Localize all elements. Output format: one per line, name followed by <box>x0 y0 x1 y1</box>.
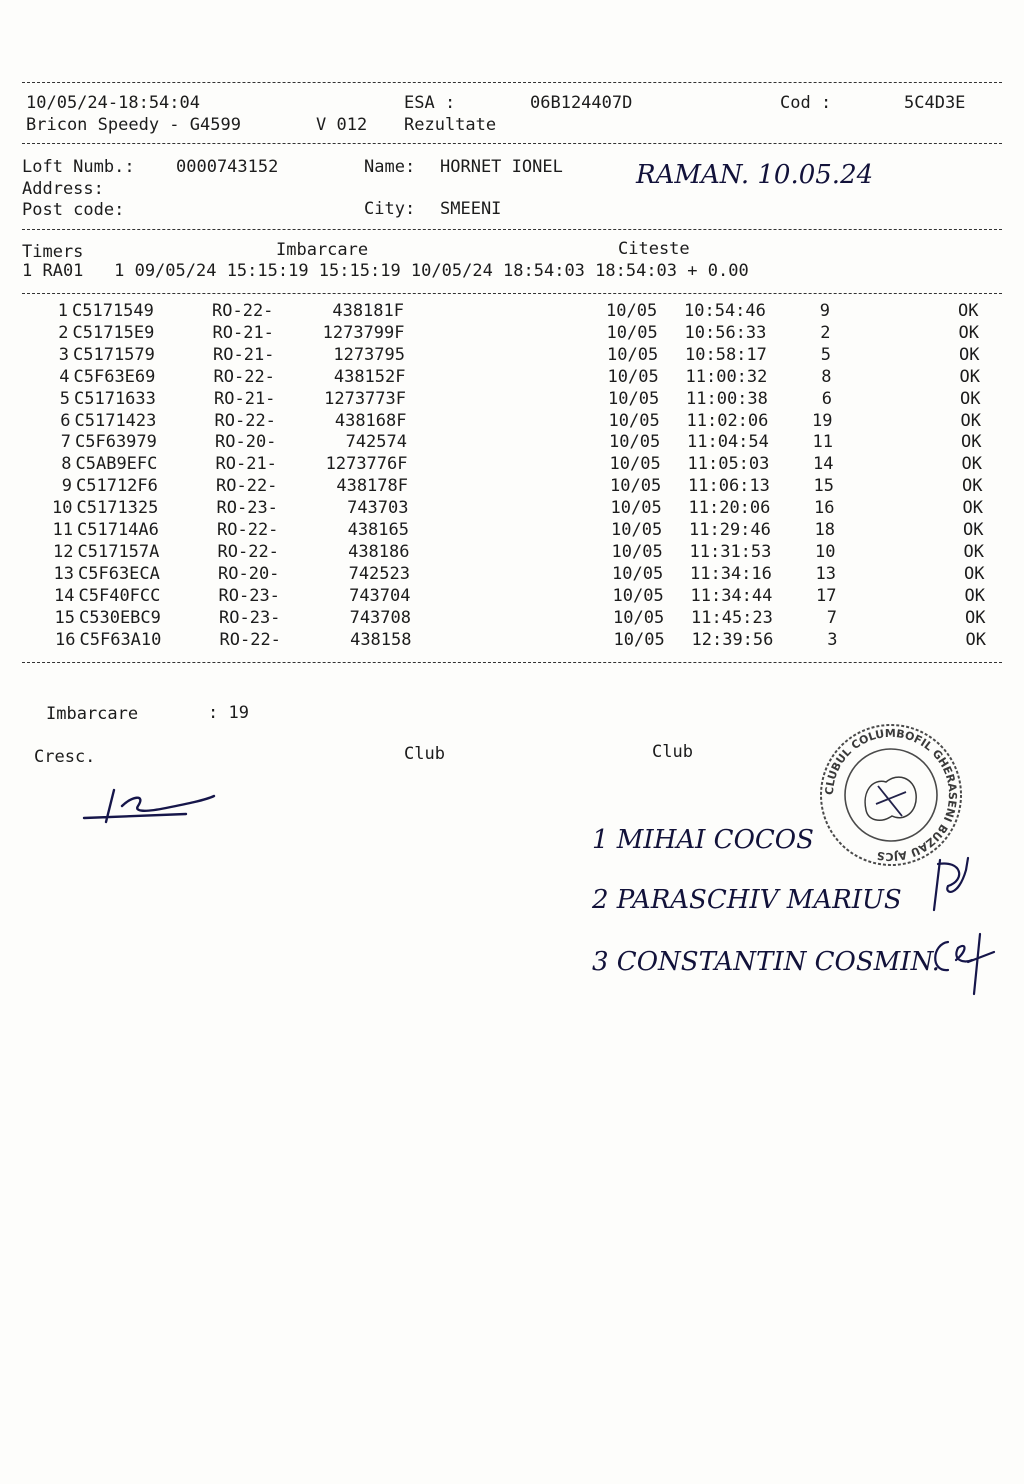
table-row <box>0 453 1024 475</box>
device-version: V 012 <box>316 115 368 135</box>
club-stamp-icon <box>818 722 964 868</box>
ring-prefix: RO-22- <box>214 410 276 431</box>
handwritten-note: RAMAN. 10.05.24 <box>636 160 874 190</box>
timers-imbarcare-label: Imbarcare <box>276 240 369 260</box>
chip-id: C5AB9EFC <box>75 454 158 475</box>
ring-number: 438186 <box>348 541 410 562</box>
ring-number: 438181F <box>332 301 404 321</box>
chip-id: C5171633 <box>74 388 156 409</box>
table-row <box>0 585 1024 607</box>
ring-prefix: RO-21- <box>212 322 274 343</box>
status-ok: OK <box>963 520 984 540</box>
table-row <box>0 300 1024 322</box>
arrival-date: 10/05 <box>609 432 661 453</box>
arrival-date: 10/05 <box>610 498 662 519</box>
cod-value: 5C4D3E <box>904 93 966 113</box>
separator <box>22 229 1002 230</box>
arrival-date: 10/05 <box>609 454 661 475</box>
arrival-time: 11:34:16 <box>690 563 772 584</box>
arrival-time: 11:45:23 <box>691 607 773 628</box>
table-row <box>0 607 1024 629</box>
arrival-date: 10/05 <box>606 301 658 321</box>
position: 14 <box>813 454 834 475</box>
status-ok: OK <box>961 454 982 475</box>
commission-member: 1 MIHAI COCOS <box>592 825 814 855</box>
chip-id: C5F63ECA <box>78 563 160 584</box>
arrival-time: 11:05:03 <box>687 454 770 475</box>
row-number: 8 <box>61 454 72 475</box>
arrival-date: 10/05 <box>606 322 658 343</box>
chip-id: C51715E9 <box>72 322 155 343</box>
status-ok: OK <box>964 585 985 606</box>
status-ok: OK <box>958 301 979 321</box>
row-number: 2 <box>58 322 69 343</box>
ring-number: 1273795 <box>333 344 405 365</box>
ring-prefix: RO-20- <box>218 563 280 584</box>
ring-number: 438168F <box>334 410 407 431</box>
arrival-time: 11:06:13 <box>688 476 770 497</box>
position: 9 <box>819 301 830 321</box>
position: 18 <box>814 520 835 540</box>
position: 19 <box>812 410 833 431</box>
ring-number: 438152F <box>333 366 406 387</box>
table-row <box>0 410 1024 432</box>
city-value: SMEENI <box>440 199 502 219</box>
ring-number: 743704 <box>349 585 411 606</box>
separator <box>22 82 1002 83</box>
fancier-name: HORNET IONEL <box>440 157 563 177</box>
arrival-date: 10/05 <box>608 410 660 431</box>
arrival-date: 10/05 <box>612 585 664 606</box>
separator <box>22 662 1002 663</box>
position: 16 <box>814 498 835 519</box>
arrival-time: 10:58:17 <box>685 344 767 365</box>
chip-id: C51714A6 <box>77 520 159 540</box>
status-ok: OK <box>963 541 984 562</box>
arrival-date: 10/05 <box>612 563 664 584</box>
ring-prefix: RO-22- <box>217 520 279 540</box>
ring-prefix: RO-22- <box>216 476 278 497</box>
ring-number: 438178F <box>336 476 408 497</box>
position: 10 <box>815 541 836 562</box>
arrival-date: 10/05 <box>607 366 659 387</box>
row-number: 12 <box>53 541 74 562</box>
arrival-time: 11:31:53 <box>689 541 772 562</box>
ring-prefix: RO-22- <box>213 366 275 387</box>
arrival-time: 12:39:56 <box>691 629 774 650</box>
ring-prefix: RO-21- <box>214 388 276 409</box>
position: 5 <box>820 344 831 365</box>
chip-id: C5F63A10 <box>79 629 162 650</box>
chip-id: C517157A <box>77 541 160 562</box>
ring-number: 742574 <box>345 432 407 453</box>
table-row <box>0 388 1024 410</box>
table-row <box>0 431 1024 453</box>
ring-prefix: RO-23- <box>216 498 278 519</box>
chip-id: C51712F6 <box>76 476 158 497</box>
ring-number: 743708 <box>349 607 411 628</box>
svg-text:CLUBUL COLUMBOFIL GHERASENI BU: CLUBUL COLUMBOFIL GHERASENI BUZAU AJCS <box>822 726 960 864</box>
position: 13 <box>815 563 836 584</box>
table-row <box>0 497 1024 519</box>
status-ok: OK <box>961 432 982 453</box>
table-row <box>0 563 1024 585</box>
arrival-date: 10/05 <box>610 476 662 497</box>
row-number: 4 <box>59 366 70 387</box>
print-datetime: 10/05/24-18:54:04 <box>26 93 200 113</box>
club-label: Club <box>652 742 693 762</box>
row-number: 9 <box>61 476 72 497</box>
chip-id: C530EBC9 <box>79 607 161 628</box>
timers-label: Timers <box>22 242 84 262</box>
position: 3 <box>827 629 838 650</box>
position: 7 <box>826 607 837 628</box>
position: 2 <box>820 322 831 343</box>
table-row <box>0 475 1024 497</box>
arrival-date: 10/05 <box>608 388 660 409</box>
separator <box>22 143 1002 144</box>
arrival-time: 11:00:32 <box>685 366 768 387</box>
status-ok: OK <box>965 629 986 650</box>
row-number: 10 <box>52 498 73 519</box>
row-number: 7 <box>60 432 71 453</box>
timer-line: 1 RA01 1 09/05/24 15:15:19 15:15:19 10/05/24 18:54:03 18:54:03 + 0.00 <box>22 261 749 281</box>
device-name: Bricon Speedy - G4599 <box>26 115 241 135</box>
ring-number: 743703 <box>347 498 409 519</box>
esa-value: 06B124407D <box>530 93 633 113</box>
chip-id: C5171549 <box>72 301 154 321</box>
club-label: Club <box>404 744 445 764</box>
ring-number: 742523 <box>348 563 410 584</box>
ring-prefix: RO-21- <box>215 454 277 475</box>
status-ok: OK <box>962 498 983 519</box>
status-ok: OK <box>960 388 981 409</box>
arrival-date: 10/05 <box>611 541 663 562</box>
position: 6 <box>821 388 832 409</box>
timers-citeste-label: Citeste <box>618 239 690 259</box>
ring-prefix: RO-20- <box>215 432 277 453</box>
row-number: 15 <box>54 607 75 628</box>
table-row <box>0 629 1024 651</box>
ring-prefix: RO-22- <box>217 541 279 562</box>
chip-id: C5171325 <box>76 498 159 519</box>
table-row <box>0 322 1024 344</box>
status-ok: OK <box>960 410 981 431</box>
row-number: 16 <box>55 629 76 650</box>
ring-number: 1273773F <box>324 388 406 409</box>
status-ok: OK <box>959 366 980 387</box>
commission-member: 3 CONSTANTIN COSMIN. <box>592 947 940 977</box>
arrival-time: 11:02:06 <box>686 410 769 431</box>
member-signature <box>922 920 998 1000</box>
arrival-time: 11:00:38 <box>686 388 768 409</box>
ring-prefix: RO-23- <box>218 585 280 606</box>
position: 8 <box>821 366 832 387</box>
row-number: 11 <box>52 520 73 540</box>
arrival-time: 10:56:33 <box>684 322 767 343</box>
chip-id: C5171579 <box>73 344 155 365</box>
ring-number: 1273776F <box>325 454 408 475</box>
arrival-time: 11:29:46 <box>689 520 771 540</box>
imbarcare-total-label: Imbarcare <box>46 704 139 724</box>
name-label: Name: <box>364 157 416 177</box>
table-row <box>0 366 1024 388</box>
position: 17 <box>816 585 837 606</box>
ring-prefix: RO-22- <box>212 301 274 321</box>
table-row <box>0 344 1024 366</box>
arrival-time: 11:34:44 <box>690 585 773 606</box>
row-number: 3 <box>58 344 69 365</box>
separator <box>22 293 1002 294</box>
ring-number: 1273799F <box>322 322 405 343</box>
ring-prefix: RO-21- <box>213 344 275 365</box>
cresc-label: Cresc. <box>34 747 96 767</box>
postcode-label: Post code: <box>22 200 125 220</box>
arrival-time: 11:20:06 <box>688 498 771 519</box>
table-row <box>0 519 1024 541</box>
ring-number: 438158 <box>350 629 412 650</box>
position: 15 <box>813 476 834 497</box>
arrival-time: 10:54:46 <box>684 301 766 321</box>
address-label: Address: <box>22 179 104 199</box>
commission-member: 2 PARASCHIV MARIUS <box>592 885 902 915</box>
status-ok: OK <box>958 322 979 343</box>
row-number: 5 <box>59 388 70 409</box>
document-type: Rezultate <box>404 115 497 135</box>
cod-label: Cod : <box>780 93 832 113</box>
row-number: 13 <box>53 563 74 584</box>
row-number: 1 <box>57 301 68 321</box>
chip-id: C5F40FCC <box>78 585 161 606</box>
arrival-date: 10/05 <box>611 520 663 540</box>
chip-id: C5F63E69 <box>73 366 156 387</box>
table-row <box>0 541 1024 563</box>
ring-prefix: RO-23- <box>219 607 281 628</box>
member-signature <box>918 850 978 920</box>
status-ok: OK <box>962 476 983 497</box>
status-ok: OK <box>965 607 986 628</box>
status-ok: OK <box>964 563 985 584</box>
city-label: City: <box>364 199 416 219</box>
loft-number: 0000743152 <box>176 157 279 177</box>
arrival-time: 11:04:54 <box>687 432 769 453</box>
arrival-date: 10/05 <box>613 629 665 650</box>
loft-number-label: Loft Numb.: <box>22 157 135 177</box>
chip-id: C5F63979 <box>75 432 157 453</box>
esa-label: ESA : <box>404 93 456 113</box>
row-number: 14 <box>54 585 75 606</box>
status-ok: OK <box>959 344 980 365</box>
fancier-signature <box>76 772 226 832</box>
row-number: 6 <box>60 410 71 431</box>
position: 11 <box>812 432 833 453</box>
arrival-date: 10/05 <box>607 344 659 365</box>
chip-id: C5171423 <box>74 410 157 431</box>
arrival-date: 10/05 <box>613 607 665 628</box>
imbarcare-total: : 19 <box>208 703 249 723</box>
ring-number: 438165 <box>347 520 409 540</box>
ring-prefix: RO-22- <box>219 629 281 650</box>
